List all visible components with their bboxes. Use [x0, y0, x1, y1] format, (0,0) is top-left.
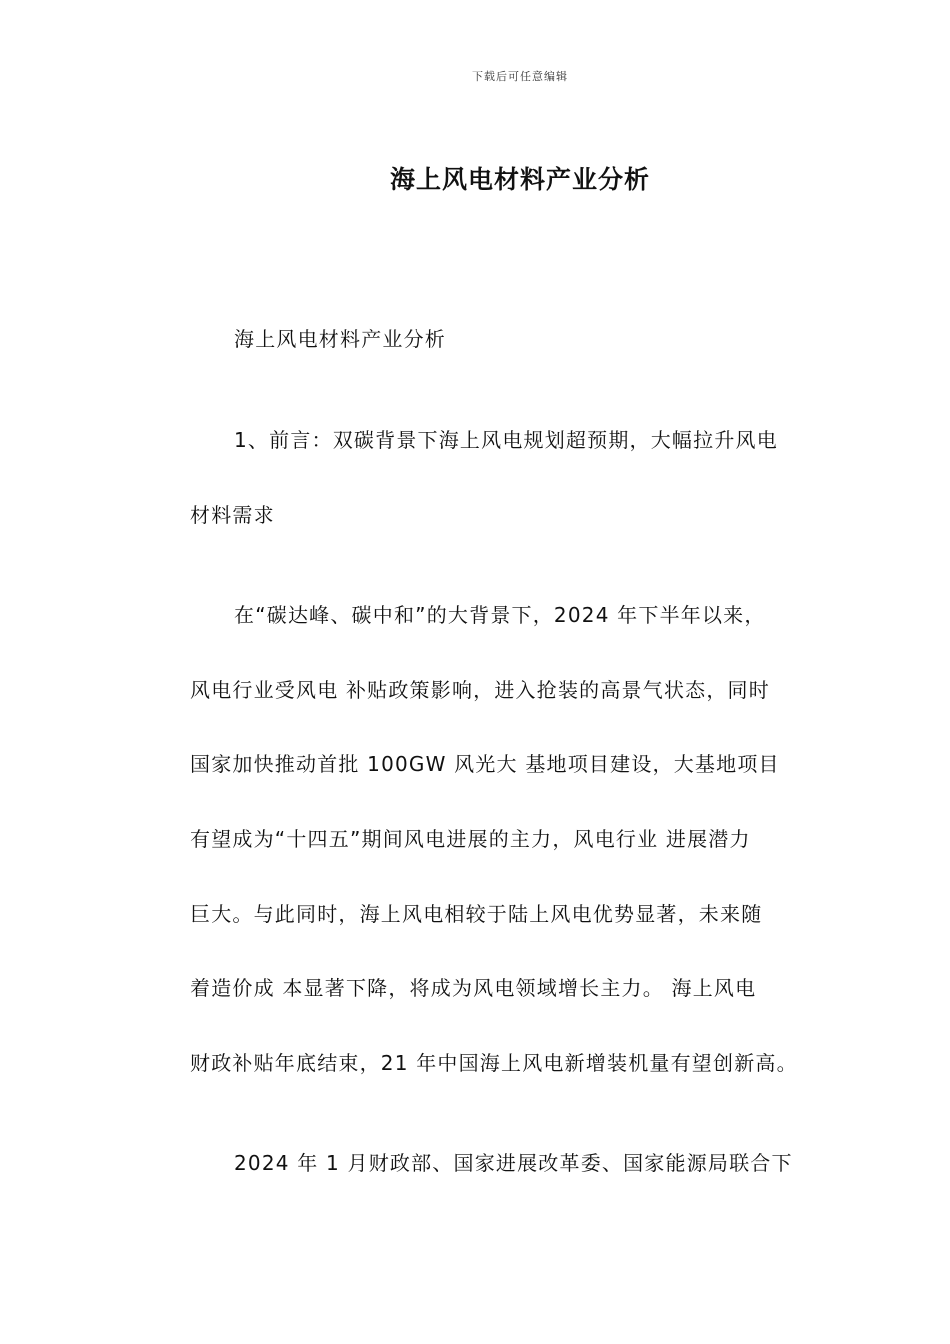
- paragraph-line: 有望成为“十四五”期间风电进展的主力，风电行业 进展潜力: [190, 827, 751, 851]
- paragraph-heading: 海上风电材料产业分析: [234, 327, 446, 351]
- document-title: 海上风电材料产业分析: [389, 165, 650, 194]
- paragraph-line: 材料需求: [190, 503, 275, 527]
- paragraph-line: 巨大。与此同时，海上风电相较于陆上风电优势显著，未来随: [190, 902, 763, 926]
- paragraph-line: 着造价成 本显著下降，将成为风电领域增长主力。 海上风电: [190, 976, 757, 1000]
- paragraph-line: 财政补贴年底结束，21 年中国海上风电新增装机量有望创新高。: [190, 1051, 798, 1075]
- paragraph-line: 2024 年 1 月财政部、国家进展改革委、国家能源局联合下: [234, 1151, 793, 1175]
- paragraph-line: 1、前言：双碳背景下海上风电规划超预期，大幅拉升风电: [234, 428, 778, 452]
- paragraph-line: 在“碳达峰、碳中和”的大背景下，2024 年下半年以来，: [234, 603, 766, 627]
- header-note: 下载后可任意编辑: [472, 70, 568, 83]
- paragraph-line: 风电行业受风电 补贴政策影响，进入抢装的高景气状态，同时: [190, 678, 770, 702]
- paragraph-line: 国家加快推动首批 100GW 风光大 基地项目建设，大基地项目: [190, 752, 780, 776]
